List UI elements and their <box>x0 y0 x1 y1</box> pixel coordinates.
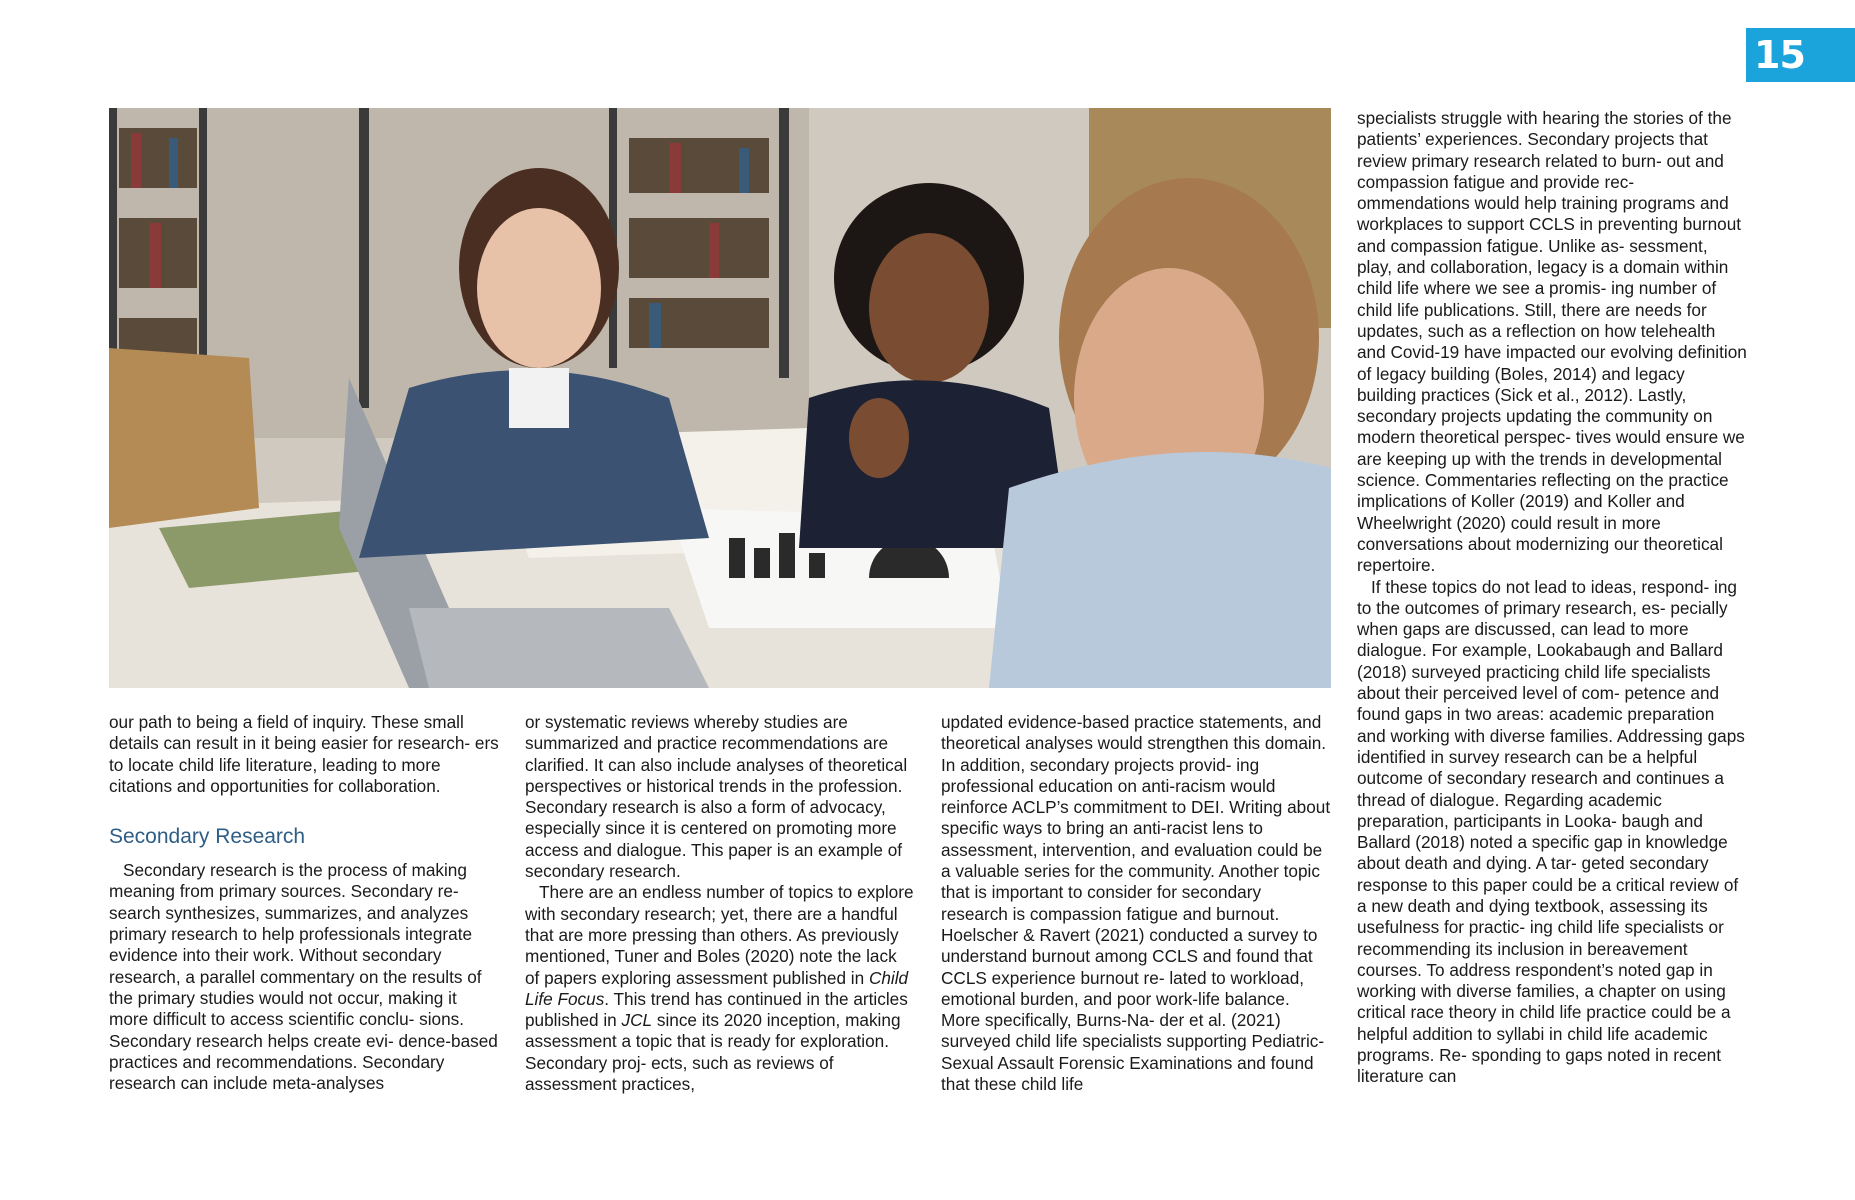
text-run: There are an endless number of topics to explore with secondary research; yet, there are a handful that are more pressing than others. As previously mentioned, Tuner and Boles (2020) note the lack of papers exploring assessment published in <box>525 882 914 988</box>
section-heading: Secondary Research <box>109 825 306 849</box>
students-studying-photo <box>109 108 1331 688</box>
paragraph <box>525 882 915 1095</box>
text-run: . This trend has continued in the articles published in <box>525 988 908 1031</box>
journal-title: Child Life Focus <box>525 967 909 1009</box>
text-column-2 <box>525 712 915 1095</box>
page-number-badge: 15 <box>1746 28 1855 82</box>
text-column-4 <box>1357 108 1747 1088</box>
paragraph: updated evidence-based practice statements, and theoretical analyses would strengthen this domain. In addition, secondary projects provid- ing professional education on anti-racism would reinforce ACLP’s commitment to DEI. Writing about specific ways to bring an anti-racist lens to assessment, intervention, and evaluation could be a valuable series for the community. Another topic that is important to consider for secondary research is compassion fatigue and burnout. Hoelscher & Ravert (2021) conducted a survey to understand burnout among CCLS and found that CCLS experience burnout re- lated to workload, emotional burden, and poor work-life balance. More specifically, Burns-Na- der et al. (2021) surveyed child life specialists supporting Pediatric-Sexual Assault Forensic Examinations and found that these child life <box>941 712 1331 1095</box>
paragraph: Secondary research is the process of making meaning from primary sources. Secondary re- search synthesizes, summarizes, and analyzes primary research to help professionals integrate evidence into their work. Without secondary research, a parallel commentary on the results of the primary studies would not occur, making it more difficult to access scientific conclu- sions. Secondary research helps create evi- dence-based practices and recommendations. Secondary research can include meta-analyses <box>109 860 498 1094</box>
paragraph: specialists struggle with hearing the stories of the patients’ experiences. Secondary projects that review primary research related to burn- out and compassion fatigue and provide rec- ommendations would help training programs and workplaces to support CCLS in preventing burnout and compassion fatigue. Unlike as- sessment, play, and collaboration, legacy is a domain within child life where we see a promis- ing number of child life publications. Still, there are needs for updates, such as a reflection on how telehealth and Covid-19 have impacted our evolving definition of legacy building (Boles, 2014) and legacy building practices (Sick et al., 2012). Lastly, secondary projects updating the community on modern theoretical perspec- tives would ensure we are keeping up with the trends in developmental science. Commentaries reflecting on the practice implications of Koller (2019) and Koller and Wheelwright (2020) could result in more conversations about modernizing our theoretical repertoire. <box>1357 108 1747 576</box>
journal-title: JCL <box>621 1010 653 1031</box>
paragraph: our path to being a field of inquiry. These small details can result in it being easier for research- ers to locate child life literature, leading to more citations and opportunities for collaboration. <box>109 712 499 796</box>
text-run: since its 2020 inception, making assessment a topic that is ready for exploration. Secondary proj- ects, such as reviews of assessment practices, <box>525 1010 901 1095</box>
text-column-3 <box>941 712 1331 1095</box>
text-column-1 <box>109 712 499 1094</box>
paragraph: If these topics do not lead to ideas, respond- ing to the outcomes of primary research, es- pecially when gaps are discussed, can lead to more dialogue. For example, Lookabaugh and Ballard (2018) surveyed practicing child life specialists about their perceived level of com- petence and found gaps in two areas: academic preparation and working with diverse families. Addressing gaps identified in survey research can be a helpful outcome of secondary research and continues a thread of dialogue. Regarding academic preparation, participants in Looka- baugh and Ballard (2018) noted a specific gap in knowledge about death and dying. A tar- geted secondary response to this paper could be a critical review of a new death and dying textbook, assessing its usefulness for practic- ing child life specialists or recommending its inclusion in bereavement courses. To address respondent’s noted gap in working with diverse families, a chapter on using critical race theory in child life practice could be a helpful addition to syllabi in child life academic programs. Re- sponding to gaps noted in recent literature can <box>1357 576 1745 1087</box>
paragraph: or systematic reviews whereby studies are summarized and practice recommendations are clarified. It can also include analyses of theoretical perspectives or historical trends in the profession. Secondary research is also a form of advocacy, especially since it is centered on promoting more access and dialogue. This paper is an example of secondary research. <box>525 712 908 882</box>
